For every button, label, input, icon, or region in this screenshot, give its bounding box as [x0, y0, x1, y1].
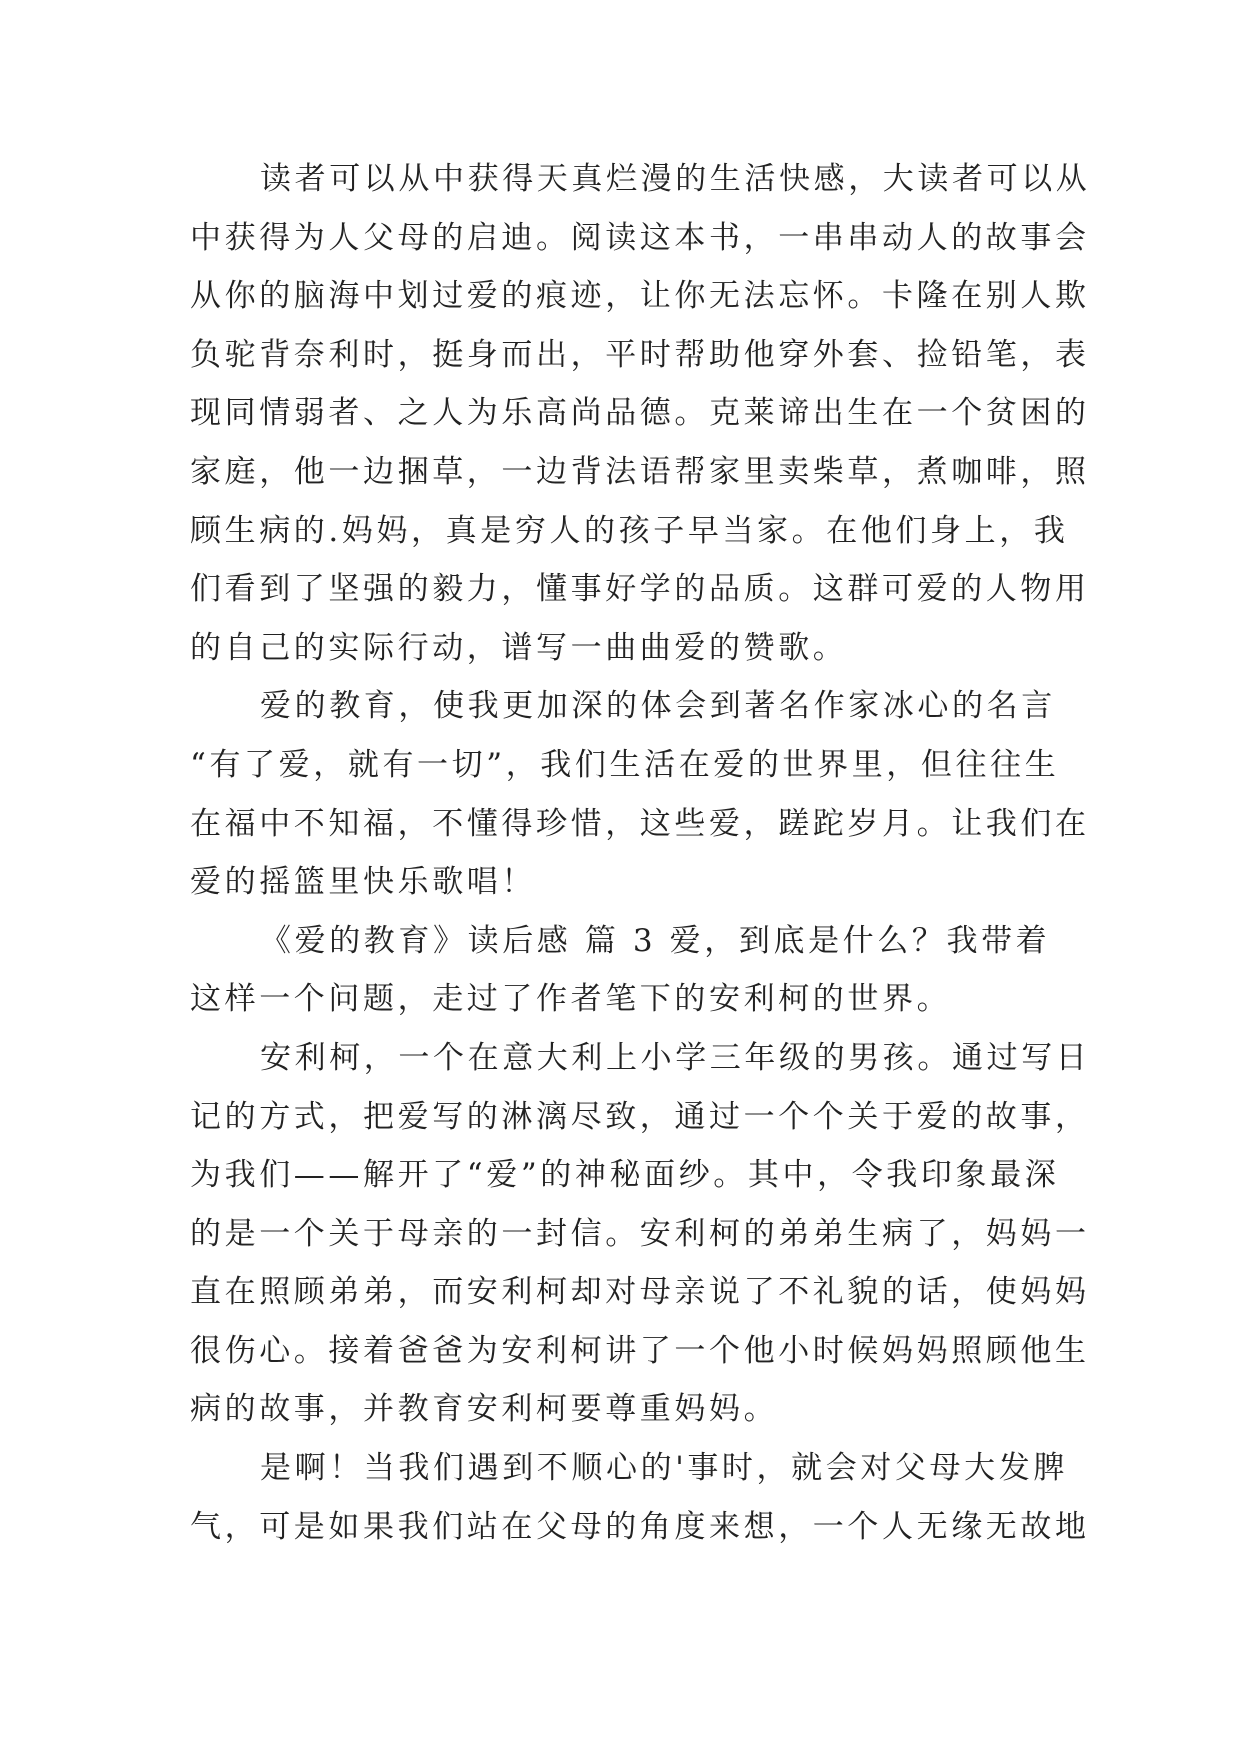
text-line: 负驼背奈利时，挺身而出，平时帮助他穿外套、捡铅笔，表 [190, 336, 1090, 373]
text-line: 爱的教育，使我更加深的体会到著名作家冰心的名言 [260, 688, 1056, 725]
text-line: 顾生病的.妈妈，真是穷人的孩子早当家。在他们身上，我 [190, 512, 1069, 549]
text-line: 家庭，他一边捆草，一边背法语帮家里卖柴草，煮咖啡，照 [190, 453, 1090, 490]
text-line: 现同情弱者、之人为乐高尚品德。克莱谛出生在一个贫困的 [190, 395, 1090, 432]
text-line: 很伤心。接着爸爸为安利柯讲了一个他小时候妈妈照顾他生 [190, 1332, 1090, 1369]
text-line: 的是一个关于母亲的一封信。安利柯的弟弟生病了，妈妈一 [190, 1215, 1090, 1252]
text-line: 读者可以从中获得天真烂漫的生活快感，大读者可以从 [260, 161, 1091, 197]
text-line: 安利柯，一个在意大利上小学三年级的男孩。通过写日 [260, 1039, 1091, 1076]
text-line: 们看到了坚强的毅力，懂事好学的品质。这群可爱的人物用 [190, 571, 1090, 608]
text-line: 直在照顾弟弟，而安利柯却对母亲说了不礼貌的话，使妈妈 [190, 1274, 1090, 1311]
text-line: 爱的摇篮里快乐歌唱！ [190, 864, 536, 901]
text-line: 病的故事，并教育安利柯要尊重妈妈。 [190, 1391, 779, 1428]
text-line: 为我们——解开了“爱”的神秘面纱。其中，令我印象最深 [190, 1157, 1060, 1194]
text-line: 气，可是如果我们站在父母的角度来想，一个人无缘无故地 [190, 1508, 1090, 1545]
text-line: 的自己的实际行动，谱写一曲曲爱的赞歌。 [190, 629, 848, 666]
text-line: “有了爱，就有一切”，我们生活在爱的世界里，但往往生 [190, 746, 1060, 783]
text-line: 这样一个问题，走过了作者笔下的安利柯的世界。 [190, 981, 952, 1018]
text-line: 记的方式，把爱写的淋漓尽致，通过一个个关于爱的故事， [190, 1098, 1090, 1135]
text-line: 从你的脑海中划过爱的痕迹，让你无法忘怀。卡隆在别人欺 [190, 278, 1090, 315]
text-line: 是啊！当我们遇到不顺心的'事时，就会对父母大发脾 [260, 1450, 1068, 1487]
document-body [190, 150, 1091, 1556]
text-line: 中获得为人父母的启迪。阅读这本书，一串串动人的故事会 [190, 219, 1090, 256]
text-line: 在福中不知福，不懂得珍惜，这些爱，蹉跎岁月。让我们在 [190, 805, 1090, 842]
text-line: 《爱的教育》读后感 篇 3 爱，到底是什么？我带着 [260, 922, 1051, 959]
